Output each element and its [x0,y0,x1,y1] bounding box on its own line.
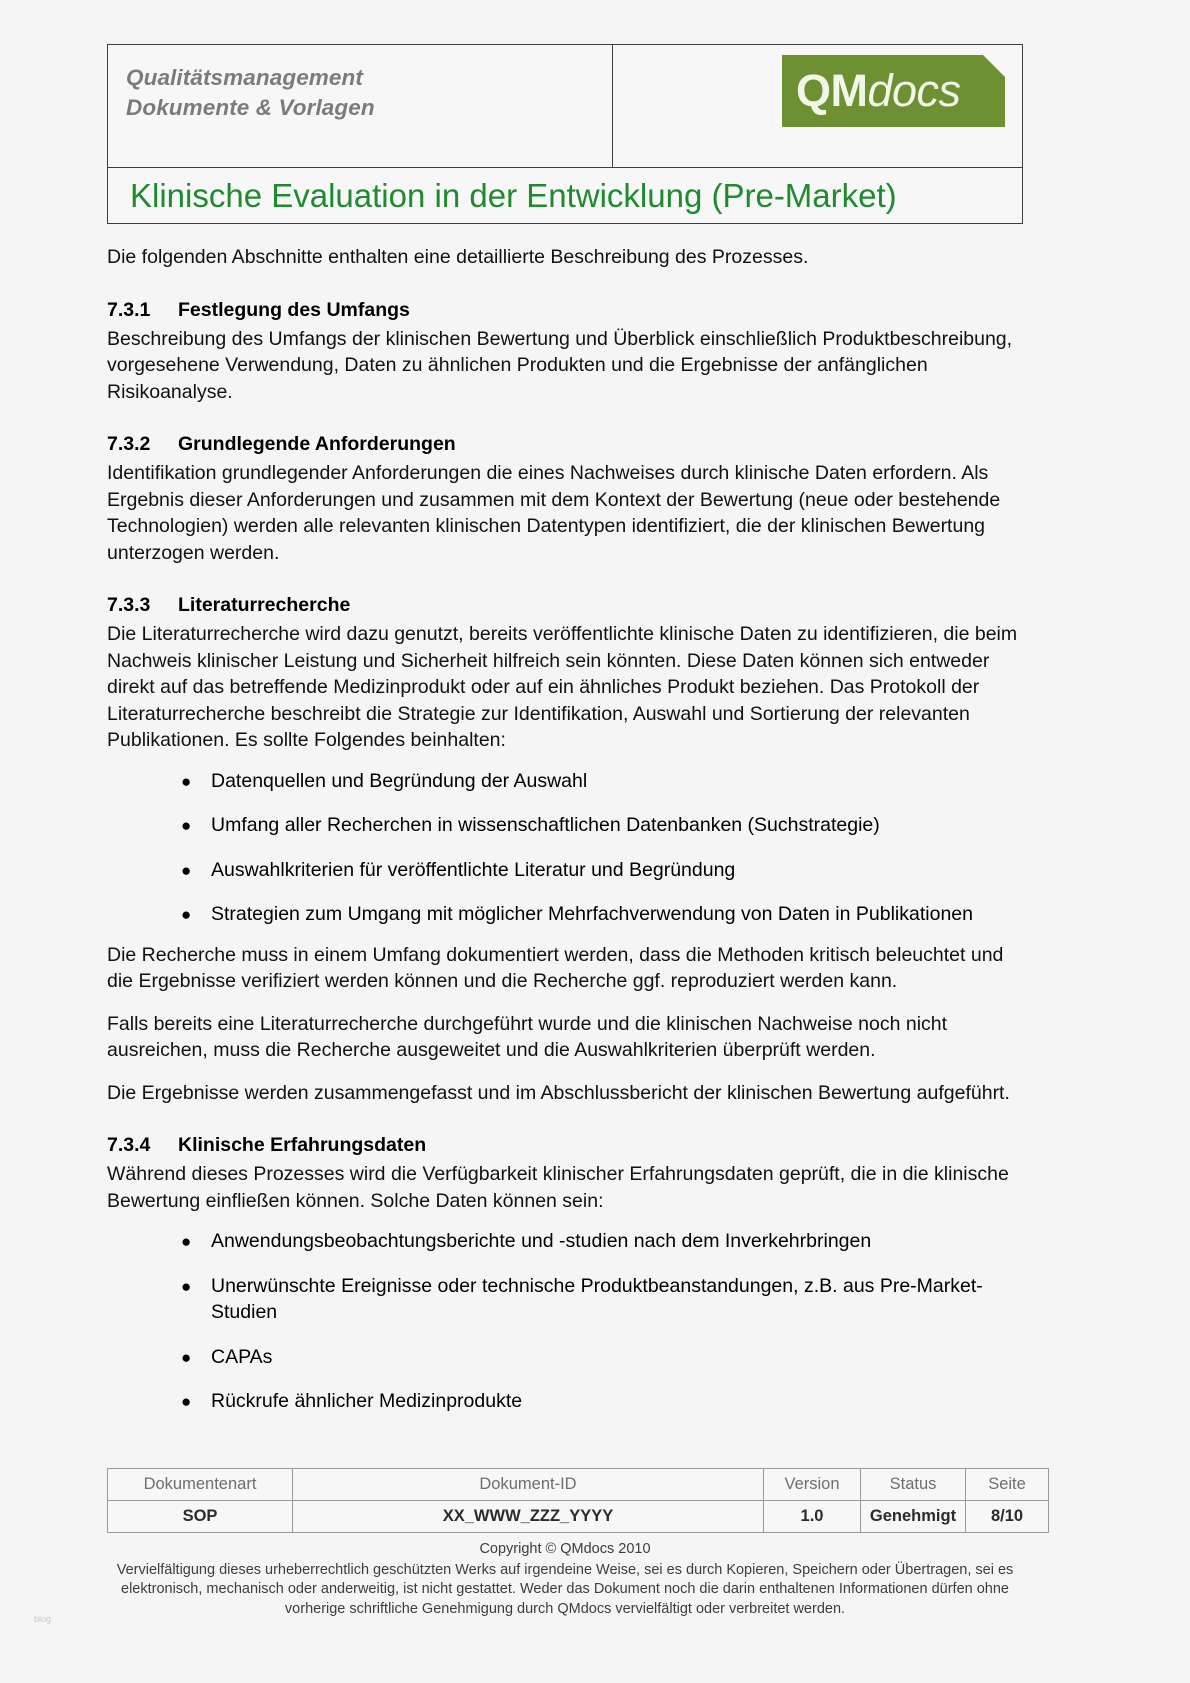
bullet-dot-icon: ● [181,1276,192,1296]
list-item [181,812,1023,839]
qmdocs-logo [782,55,1005,127]
section-7-3-4-paragraph-1: Während dieses Prozesses wird die Verfügbarkeit klinischer Erfahrungsdaten geprüft, die in die klinische Bewertung einfließen können. Solche Daten können sein: [107,1163,1009,1212]
list-item-label: Unerwünschte Ereignisse oder technische Produktbeanstandungen, z.B. aus Pre-Market-Studien [211,1274,983,1323]
column-header-seite: Seite [966,1469,1049,1501]
section-7-3-3-paragraph-2: Die Recherche muss in einem Umfang dokumentiert werden, dass die Methoden kritisch beleuchtet und die Ergebnisse verifiziert werden können und die Recherche ggf. reproduziert werden kann. [107,943,1004,992]
header-logo-block [613,45,1022,167]
section-number: 7.3.4 [107,1134,151,1156]
list-item [181,1228,1023,1255]
document-title-bar [107,168,1023,224]
section-7-3-3-paragraph-4: Die Ergebnisse werden zusammengefasst und im Abschlussbericht der klinischen Bewertung aufgeführt. [107,1081,1010,1104]
cell-dokument-id: XX_WWW_ZZZ_YYYY [293,1501,764,1533]
document-body [107,224,1023,1415]
document-header [107,44,1023,168]
copyright-line: Copyright © QMdocs 2010 [479,1541,651,1557]
section-heading-7-3-2 [107,431,1023,457]
intro-paragraph: Die folgenden Abschnitte enthalten eine detaillierte Beschreibung des Prozesses. [107,246,809,268]
copyright-block [107,1540,1023,1619]
list-item-label: Rückrufe ähnlicher Medizinprodukte [211,1390,523,1412]
list-item-label: Strategien zum Umgang mit möglicher Mehrfachverwendung von Daten in Publikationen [211,903,973,925]
section-number: 7.3.2 [107,433,151,455]
section-heading-7-3-3 [107,592,1023,618]
list-item [181,1388,1023,1415]
bullet-dot-icon: ● [181,905,192,924]
section-number: 7.3.1 [107,298,151,321]
column-header-version: Version [764,1469,861,1501]
list-item [181,768,1023,795]
cell-version: 1.0 [764,1501,861,1533]
bullet-dot-icon: ● [181,860,192,880]
list-item-label: Datenquellen und Begründung der Auswahl [211,769,588,792]
section-title: Klinische Erfahrungsdaten [178,1134,427,1156]
section-title: Festlegung des Umfangs [178,298,410,321]
section-title: Literaturrecherche [178,594,351,616]
list-item-label: Anwendungsbeobachtungsberichte und -studien nach dem Inverkehrbringen [211,1230,872,1252]
section-7-3-2-paragraph-1: Identifikation grundlegender Anforderungen die eines Nachweises durch klinische Daten erfordern. Als Ergebnis dieser Anforderungen und zusammen mit dem Kontext der Bewertung (neue oder bestehende Technologien) werden alle relevanten klinischen Datentypen identifiziert, die der klinischen Bewertung unterzogen werden. [107,462,1001,564]
section-7-3-4-bullet-list [107,1228,1023,1415]
list-item [181,1273,1023,1326]
section-7-3-3-paragraph-3: Falls bereits eine Literaturrecherche durchgeführt wurde und die klinischen Nachweise noch nicht ausreichen, muss die Recherche ausgeweitet und die Auswahlkriterien überprüft werden. [107,1012,948,1061]
list-item-label: Auswahlkriterien für veröffentlichte Literatur und Begründung [211,858,736,881]
section-7-3-3-paragraph-1: Die Literaturrecherche wird dazu genutzt, bereits veröffentlichte klinische Daten zu identifizieren, die beim Nachweis klinischer Leistung und Sicherheit hilfreich sein könnten. Diese Daten können sich entweder direkt auf das betreffende Medizinprodukt oder auf ein ähnliches Produkt beziehen. Das Protokoll der Literaturrecherche beschreibt die Strategie zur Identifikation, Auswahl und Sortierung der relevanten Publikationen. Es sollte Folgendes beinhalten: [107,623,1018,751]
corner-watermark: blog [34,1614,52,1624]
list-item [181,1344,1023,1371]
bullet-dot-icon: ● [181,816,192,835]
column-header-dokumentenart: Dokumentenart [108,1469,293,1501]
section-heading-7-3-4 [107,1132,1023,1158]
bullet-dot-icon: ● [181,1392,192,1411]
list-item [181,857,1023,884]
list-item-label: CAPAs [211,1345,273,1368]
cell-dokumentenart: SOP [108,1501,293,1533]
cell-seite: 8/10 [966,1501,1049,1533]
brand-line-1: Qualitätsmanagement [126,65,363,90]
bullet-dot-icon: ● [181,771,192,791]
document-footer-table-wrap [107,1468,1026,1533]
list-item-label: Umfang aller Recherchen in wissenschaftlichen Datenbanken (Suchstrategie) [211,814,880,836]
logo-text-bold: QM [796,65,868,116]
section-title: Grundlegende Anforderungen [178,433,456,455]
column-header-dokument-id: Dokument-ID [293,1469,764,1501]
section-7-3-3-bullet-list [107,768,1023,928]
logo-text-italic: docs [867,65,961,116]
logo-text [796,62,961,120]
document-content [107,44,1023,1429]
cell-status: Genehmigt [861,1501,966,1533]
table-row-header [108,1469,1049,1501]
header-brand-block [108,45,613,167]
brand-line-2: Dokumente & Vorlagen [126,95,375,120]
bullet-dot-icon: ● [181,1347,192,1367]
document-footer-table [107,1468,1049,1533]
section-7-3-1-paragraph-1: Beschreibung des Umfangs der klinischen Bewertung und Überblick einschließlich Produktbeschreibung, vorgesehene Verwendung, Daten zu ähnlichen Produkten und die Ergebnisse der anfänglichen Risikoanalyse. [107,327,1013,403]
copyright-notice: Vervielfältigung dieses urheberrechtlich geschützten Werks auf irgendeine Weise, sei es durch Kopieren, Speichern oder Übertragen, sei es elektronisch, mechanisch oder anderweitig, ist nicht gestattet. Weder das Dokument noch die darin enthaltenen Informationen dürfen ohne vorherige schriftliche Genehmigung durch QMdocs vervielfältigt oder verbreitet werden. [116,1561,1014,1617]
bullet-dot-icon: ● [181,1232,192,1251]
section-number: 7.3.3 [107,594,151,616]
table-row [108,1501,1049,1533]
column-header-status: Status [861,1469,966,1501]
page-title: Klinische Evaluation in der Entwicklung (Pre-Market) [130,176,897,214]
section-heading-7-3-1 [107,297,1023,323]
list-item [181,901,1023,928]
